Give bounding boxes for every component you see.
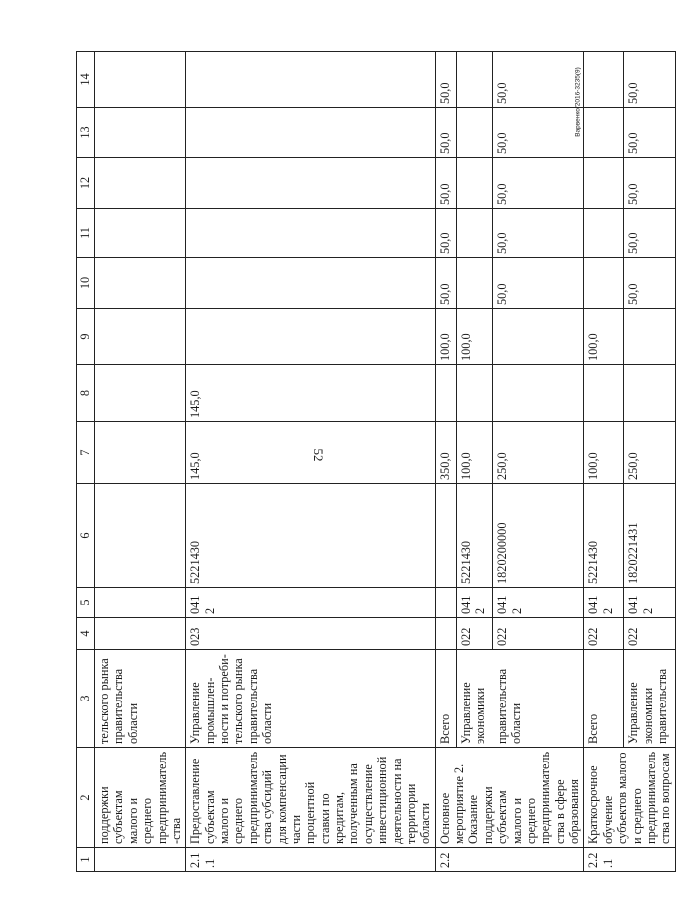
table-cell — [95, 618, 186, 650]
table-cell: 145,0 — [186, 422, 435, 484]
table-cell — [493, 365, 584, 422]
table-cell: 50,0 — [493, 108, 584, 158]
document-code: Варвенко/2016-3235(9) — [574, 67, 582, 137]
table-cell: 5221430 — [456, 484, 493, 588]
table-cell — [186, 209, 435, 258]
table-cell — [456, 209, 493, 258]
table-cell — [186, 158, 435, 209]
table-cell — [584, 52, 624, 108]
table-cell: поддержки субъектам малого и среднего предприниматель-ства — [95, 748, 186, 848]
table-row — [95, 52, 186, 872]
table-cell: 50,0 — [435, 258, 456, 309]
table-cell — [584, 158, 624, 209]
column-number: 14 — [77, 52, 95, 108]
table-cell: Управление экономики — [456, 650, 493, 748]
table-cell — [456, 108, 493, 158]
rotated-table-container — [76, 52, 673, 872]
column-number: 5 — [77, 588, 95, 618]
column-number: 12 — [77, 158, 95, 209]
table-cell — [95, 52, 186, 108]
table-cell: 100,0 — [435, 309, 456, 365]
table-cell — [95, 422, 186, 484]
row-index: 2.2.1 — [584, 848, 675, 872]
table-cell: 250,0 — [493, 422, 584, 484]
table-cell — [95, 258, 186, 309]
table-cell: 50,0 — [624, 209, 675, 258]
table-cell: Всего — [584, 650, 624, 748]
table-cell: 023 — [186, 618, 435, 650]
table-cell — [456, 258, 493, 309]
table-cell: 50,0 — [624, 108, 675, 158]
row-index: 2.2 — [435, 848, 584, 872]
table-cell: 5221430 — [584, 484, 624, 588]
table-cell: 50,0 — [493, 258, 584, 309]
column-number: 2 — [77, 748, 95, 848]
table-cell: 145,0 — [186, 365, 435, 422]
table-cell — [95, 108, 186, 158]
table-cell: 0412 — [493, 588, 584, 618]
table-cell: 1820221431 — [624, 484, 675, 588]
table-cell — [95, 848, 186, 872]
table-cell: 50,0 — [493, 209, 584, 258]
table-cell: 100,0 — [584, 309, 624, 365]
table-cell: Управление промышлен-ности и потреби-тельского рынка правительства области — [186, 650, 435, 748]
table-row — [584, 52, 624, 872]
table-cell: правительства области — [493, 650, 584, 748]
column-number: 11 — [77, 209, 95, 258]
table-cell: 50,0 — [435, 209, 456, 258]
table-cell: Основное мероприятие 2. Оказание поддержки субъектам малого и среднего предпринимательства в сфере образования — [435, 748, 584, 848]
table-cell: 50,0 — [624, 158, 675, 209]
table-cell — [95, 365, 186, 422]
table-cell — [456, 52, 493, 108]
table-cell: Предоставление субъектам малого и среднего предпринимательства субсидий для компенсации части процентной ставки по кредитам, полученным на осуществление инвестиционной деятельности на территории области — [186, 748, 435, 848]
row-index: 2.1.1 — [186, 848, 435, 872]
table-cell — [186, 309, 435, 365]
table-cell: 022 — [493, 618, 584, 650]
table-cell: 1820200000 — [493, 484, 584, 588]
table-cell — [624, 309, 675, 365]
table-cell — [95, 158, 186, 209]
table-cell: 022 — [584, 618, 624, 650]
table-cell — [456, 365, 493, 422]
table-cell: 0412 — [584, 588, 624, 618]
table-cell — [584, 365, 624, 422]
table-cell — [435, 618, 456, 650]
table-cell: тельского рынка правительства области — [95, 650, 186, 748]
table-cell: 50,0 — [493, 158, 584, 209]
column-number: 9 — [77, 309, 95, 365]
page-number: 52 — [311, 448, 326, 462]
table-cell — [584, 209, 624, 258]
table-cell — [95, 484, 186, 588]
column-number: 4 — [77, 618, 95, 650]
table-cell — [95, 209, 186, 258]
table-cell — [435, 365, 456, 422]
column-number: 7 — [77, 422, 95, 484]
table-cell: 50,0 — [493, 52, 584, 108]
table-cell: 022 — [624, 618, 675, 650]
table-cell — [435, 484, 456, 588]
table-cell: 100,0 — [456, 309, 493, 365]
column-number: 8 — [77, 365, 95, 422]
table-cell: 100,0 — [584, 422, 624, 484]
table-cell — [493, 309, 584, 365]
table-cell: 50,0 — [624, 258, 675, 309]
table-cell: 350,0 — [435, 422, 456, 484]
table-row — [186, 52, 435, 872]
table-cell — [186, 52, 435, 108]
table-cell — [456, 158, 493, 209]
table-cell: 50,0 — [624, 52, 675, 108]
column-number: 3 — [77, 650, 95, 748]
header-row — [77, 52, 95, 872]
table-cell: 0412 — [456, 588, 493, 618]
table-cell — [624, 365, 675, 422]
table-cell: 50,0 — [435, 108, 456, 158]
table-cell: 100,0 — [456, 422, 493, 484]
table-cell: 250,0 — [624, 422, 675, 484]
column-number: 6 — [77, 484, 95, 588]
column-number: 10 — [77, 258, 95, 309]
table-cell: 0412 — [624, 588, 675, 618]
table-cell — [584, 108, 624, 158]
table-cell — [186, 108, 435, 158]
table-cell: Краткосрочное обучение субъектов малого и среднего предпринимательства по вопросам — [584, 748, 675, 848]
column-number: 1 — [77, 848, 95, 872]
table-cell — [584, 258, 624, 309]
table-cell: 5221430 — [186, 484, 435, 588]
table-cell — [435, 588, 456, 618]
table-cell — [95, 309, 186, 365]
table-cell: 0412 — [186, 588, 435, 618]
table-cell: 50,0 — [435, 52, 456, 108]
table-cell — [95, 588, 186, 618]
program-table — [76, 51, 676, 872]
table-cell: 022 — [456, 618, 493, 650]
column-number: 13 — [77, 108, 95, 158]
table-cell: Управление экономики правительства — [624, 650, 675, 748]
table-cell: Всего — [435, 650, 456, 748]
table-row — [435, 52, 456, 872]
table-cell — [186, 258, 435, 309]
table-cell: 50,0 — [435, 158, 456, 209]
